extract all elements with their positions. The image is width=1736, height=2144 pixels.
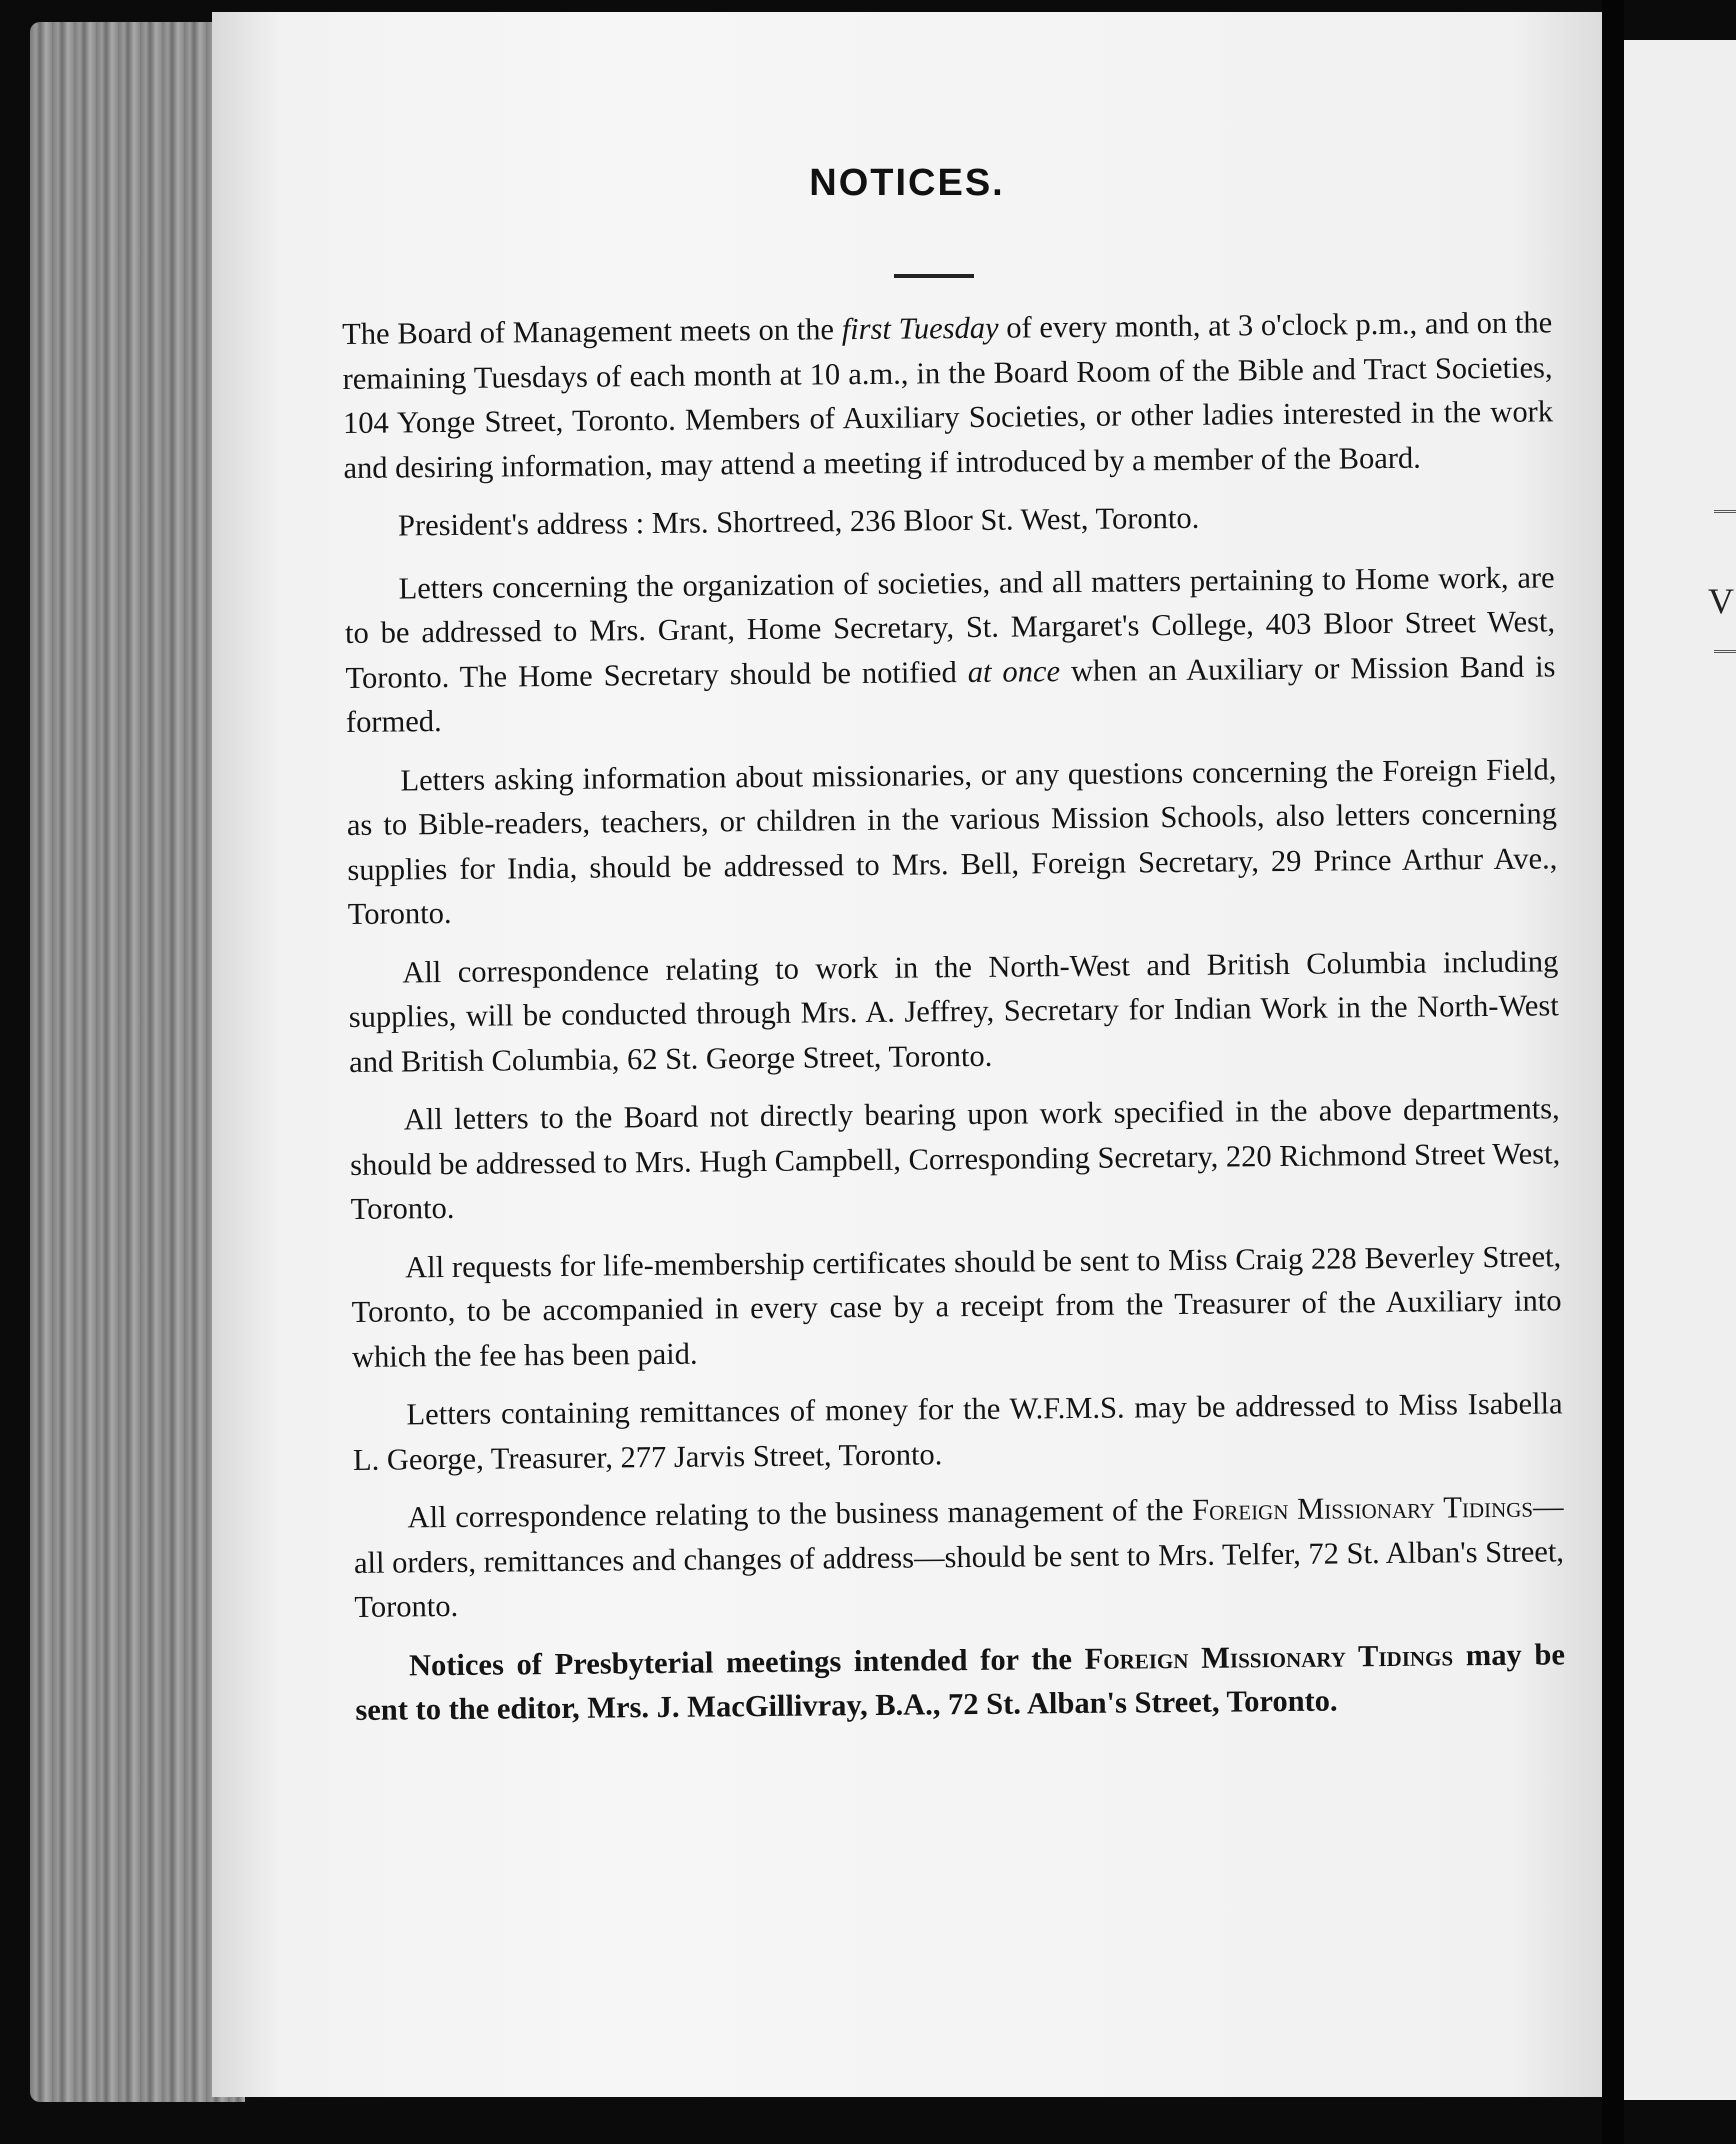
adjacent-rule: [1714, 650, 1736, 653]
publication-name: Foreign Missionary Tidings: [1191, 1489, 1534, 1527]
publication-name: Foreign Missionary Tidings: [1084, 1637, 1454, 1676]
corresponding-secretary-notice: All letters to the Board not directly bearing upon work specified in the above departments, should be addressed to Mrs. Hugh Campbell, Corresponding Secretary, 220 Richmond Street West, Toronto.: [350, 1091, 1561, 1226]
foreign-secretary-notice: Letters asking information about missionaries, or any questions concerning the Foreign Field, as to Bible-readers, teachers, or children in the various Mission Schools, also letters concerning supplies for India, should be addressed to Mrs. Bell, Foreign Secretary, 29 Prince Arthur Ave., Toronto.: [346, 751, 1558, 931]
life-membership-notice: All requests for life-membership certificates should be sent to Miss Craig 228 Beverley Street, Toronto, to be accompanied in every case by a receipt from the Treasurer of the Auxiliary into which the fee has been paid.: [351, 1238, 1562, 1374]
home-secretary-notice: Letters concerning the organization of societies, and all matters pertaining to Home work, are to be addressed to Mrs. Grant, Home Secretary, St. Margaret's College, 403 Bloor Street West, Toronto. The Home Secretary should be notified at once when an Auxiliary or Mission Band is formed.: [344, 559, 1556, 739]
adjacent-page: [1624, 40, 1736, 2100]
emphasis-at-once: at once: [967, 653, 1061, 689]
president-address: President's address : Mrs. Shortreed, 236 Bloor St. West, Toronto.: [397, 500, 1200, 543]
page-title: NOTICES.: [809, 162, 1005, 204]
book-page: [212, 12, 1602, 2097]
notices-body: [342, 300, 1566, 1746]
northwest-notice: All correspondence relating to work in the North-West and British Columbia including supplies, will be conducted through Mrs. A. Jeffrey, Secretary for Indian Work in the North-West and British Columbia, 62 St. George Street, Toronto.: [348, 943, 1559, 1079]
book-gutter: [1602, 0, 1624, 2144]
title-rule: [894, 274, 974, 278]
adjacent-rule: [1714, 510, 1736, 513]
tidings-business-notice: All correspondence relating to the business management of the Foreign Missionary Tidings—all orders, remittances and changes of address—should be sent to Mrs. Telfer, 72 St. Alban's Street, Toronto.: [353, 1489, 1565, 1624]
emphasis-first-tuesday: first Tuesday: [841, 310, 999, 347]
presbyterial-notice: Notices of Presbyterial meetings intended for the Foreign Missionary Tidings may be sent to the editor, Mrs. J. MacGillivray, B.A., 72 St. Alban's Street, Toronto.: [355, 1636, 1566, 1727]
adjacent-page-fragment: V: [1708, 581, 1734, 621]
board-meeting-notice: The Board of Management meets on the first Tuesday of every month, at 3 o'clock p.m., and on the remaining Tuesdays of each month at 10 a.m., in the Board Room of the Bible and Tract Societies, 104 Yonge Street, Toronto. Members of Auxiliary Societies, or other ladies interested in the work and desiring information, may attend a meeting if introduced by a member of the Board.: [342, 305, 1554, 485]
treasurer-notice: Letters containing remittances of money for the W.F.M.S. may be addressed to Miss Isabella L. George, Treasurer, 277 Jarvis Street, Toronto.: [352, 1386, 1563, 1477]
